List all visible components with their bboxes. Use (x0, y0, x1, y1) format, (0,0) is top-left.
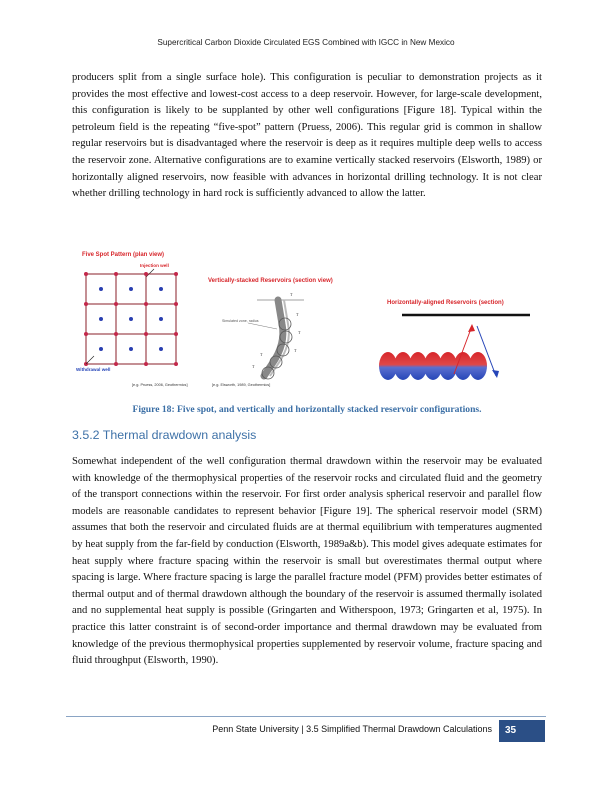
injection-well-label: Injection well (140, 263, 169, 268)
body-paragraph-1: producers split from a single surface hole). This configuration is peculiar to demonstration projects as it provides the most effective and lowest-cost access to a deep reservoir. However, for large-scale development, this configuration is likely to be supplanted by other well configurations [Figure 18]. Typical within the petroleum field is the repeating “five-spot” pattern (Pruess, 2006). This regular grid is common in shallow regular reservoirs but is disadvantaged where the reservoir is deep as it requires multiple deep wells to access the reservoir zone. Alternative configurations are to examine vertically stacked reservoirs (Elsworth, 1989) or horizontally aligned reservoirs, now feasible with advances in horizontal drilling technology. It is not clear whether drilling technology in hard rock is sufficiently advanced to allow the latter. (72, 72, 542, 200)
footer-rule (66, 716, 546, 717)
temp-label-3: T (298, 330, 301, 335)
running-footer: Penn State University | 3.5 Simplified Thermal Drawdown Calculations (212, 724, 492, 734)
figure-18 (72, 244, 542, 394)
figure-caption: Figure 18: Five spot, and vertically and horizontally stacked reservoir configurations. (132, 404, 482, 415)
simulated-zone-pointer (248, 323, 277, 329)
section-heading: 3.5.2 Thermal drawdown analysis (72, 428, 257, 442)
withdrawal-well (114, 302, 118, 306)
simulated-zone-label: Simulated zone, radius (222, 319, 259, 323)
withdrawal-well (84, 272, 88, 276)
page-number: 35 (499, 720, 545, 742)
withdrawal-well (114, 362, 118, 366)
injection-well (129, 317, 133, 321)
temp-label-5: T (260, 352, 263, 357)
reservoir-lobe (469, 352, 487, 380)
withdrawal-pointer (86, 356, 94, 364)
running-header: Supercritical Carbon Dioxide Circulated EGS Combined with IGCC in New Mexico (157, 38, 455, 47)
five-spot-source: [e.g. Pruess, 2006, Geothermics] (132, 383, 188, 387)
production-arrow-head (492, 370, 499, 378)
withdrawal-well (144, 362, 148, 366)
injection-well (129, 347, 133, 351)
injection-well (159, 347, 163, 351)
figure-18-graphic (72, 244, 542, 394)
injection-arrow-head (468, 324, 475, 332)
injection-well (159, 317, 163, 321)
injection-well (99, 317, 103, 321)
withdrawal-well (174, 302, 178, 306)
temp-label-1: T (290, 292, 293, 297)
five-spot-title: Five Spot Pattern (plan view) (82, 252, 165, 258)
withdrawal-well (114, 272, 118, 276)
vertical-stack-panel (208, 278, 333, 387)
horizontal-panel (379, 300, 530, 380)
injection-well (99, 287, 103, 291)
withdrawal-well (174, 332, 178, 336)
withdrawal-well (84, 332, 88, 336)
withdrawal-well (144, 302, 148, 306)
body-paragraph-2: Somewhat independent of the well configuration thermal drawdown within the reservoir may be evaluated with knowledge of the thermophysical properties of the reservoir rocks and circulated fluid and the geometry of the transport connections within the reservoir. For first order analysis spherical reservoir and parallel flow models are reasonable candidates to represent behavior [Figure 19]. The spherical reservoir model (SRM) assumes that both the reservoir and circulated fluids are at thermal equilibrium with temperatures augmented by heat supply from the far-field by conduction (Elsworth, 1989a&b). This model gives adequate estimates for heat supply where fracture spacing within the reservoir is small but overestimates thermal output where spacing is large. Where fracture spacing is large the parallel fracture model (PFM) provides better estimates of thermal output and of thermal drawdown although the boundary of the reservoir is assumed thermally isolated and no supplemental heat supply is possible (Gringarten and Witherspoon, 1973; Gringarten et al, 1975). In practice this latter constraint is of second-order importance and thermal drawdown may be evaluated from knowledge of the previous thermophysical properties supplemented by reservoir volume, fracture spacing and fluid throughput (Elsworth, 1990). (72, 456, 542, 667)
injection-well (99, 347, 103, 351)
withdrawal-well (114, 332, 118, 336)
withdrawal-well (144, 332, 148, 336)
withdrawal-well (84, 302, 88, 306)
five-spot-panel (76, 252, 188, 387)
withdrawal-well (174, 272, 178, 276)
temp-label-6: T (252, 364, 255, 369)
injection-well (159, 287, 163, 291)
horizontal-title: Horizontally-aligned Reservoirs (section) (387, 300, 504, 306)
withdrawal-well-label: Withdrawal well (76, 367, 111, 372)
reservoir-lobes (379, 352, 487, 380)
vertical-stack-source: [e.g. Elsworth, 1989, Geothermics] (212, 383, 271, 387)
withdrawal-well (144, 272, 148, 276)
five-spot-grid (84, 272, 178, 366)
injection-well (129, 287, 133, 291)
vertical-stack-title: Vertically-stacked Reservoirs (section view) (208, 278, 333, 284)
temp-label-2: T (296, 312, 299, 317)
temp-label-4: T (294, 348, 297, 353)
withdrawal-well (174, 362, 178, 366)
